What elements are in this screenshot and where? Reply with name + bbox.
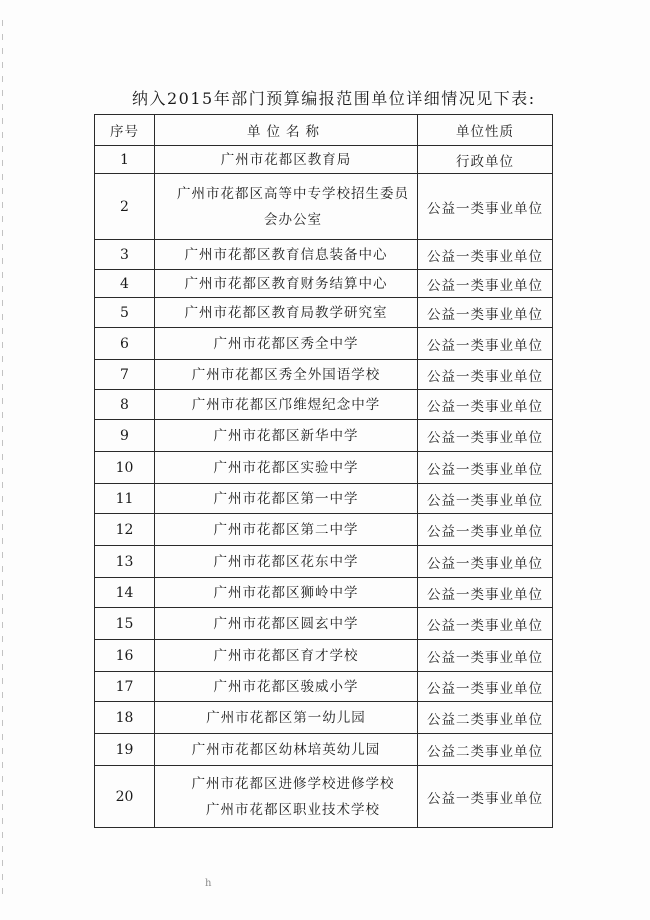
- cell-unit-name: [155, 734, 418, 766]
- unit-name-line: 广州市花都区教育局: [220, 151, 352, 168]
- unit-name-line: 广州市花都区秀全中学: [213, 335, 359, 352]
- cell-unit-name: [155, 390, 418, 420]
- table-row: [95, 270, 553, 298]
- unit-name-line: 广州市花都区圆玄中学: [213, 615, 359, 632]
- scan-ink-mark: h: [205, 878, 212, 889]
- table-body: [95, 146, 553, 828]
- cell-unit-name: [155, 672, 418, 702]
- cell-unit-type: 公益一类事业单位: [418, 514, 553, 546]
- unit-name-line: 会办公室: [264, 211, 322, 228]
- header-unit-name: 单位名称: [155, 115, 418, 146]
- cell-unit-type: 行政单位: [418, 146, 553, 174]
- unit-name-line: 广州市花都区教育信息装备中心: [184, 246, 388, 263]
- table-row: [95, 484, 553, 514]
- unit-name-line: 广州市花都区实验中学: [213, 459, 359, 476]
- header-unit-type: 单位性质: [418, 115, 553, 146]
- cell-serial-no: 2: [95, 174, 155, 240]
- table-row: [95, 578, 553, 608]
- cell-serial-no: 7: [95, 360, 155, 390]
- table-row: [95, 390, 553, 420]
- cell-unit-type: 公益一类事业单位: [418, 390, 553, 420]
- cell-unit-type: 公益一类事业单位: [418, 328, 553, 360]
- table-row: [95, 702, 553, 734]
- cell-serial-no: 3: [95, 240, 155, 270]
- table-row: [95, 240, 553, 270]
- cell-unit-type: 公益一类事业单位: [418, 420, 553, 452]
- cell-unit-name: [155, 146, 418, 174]
- cell-serial-no: 8: [95, 390, 155, 420]
- cell-unit-name: [155, 546, 418, 578]
- unit-name-line: 广州市花都区新华中学: [213, 427, 359, 444]
- cell-unit-name: [155, 608, 418, 640]
- scan-edge-artifact: [2, 20, 3, 900]
- cell-unit-type: 公益二类事业单位: [418, 734, 553, 766]
- cell-unit-name: [155, 514, 418, 546]
- cell-serial-no: 5: [95, 298, 155, 328]
- table-row: [95, 328, 553, 360]
- cell-serial-no: 16: [95, 640, 155, 672]
- unit-name-line: 广州市花都区第二中学: [213, 521, 359, 538]
- cell-unit-type: 公益一类事业单位: [418, 578, 553, 608]
- cell-unit-name: [155, 240, 418, 270]
- cell-unit-name: [155, 270, 418, 298]
- unit-name-line: 广州市花都区教育局教学研究室: [184, 304, 388, 321]
- table-row: [95, 608, 553, 640]
- unit-name-line: 广州市花都区幼林培英幼儿园: [191, 741, 381, 758]
- cell-unit-name: [155, 766, 418, 828]
- cell-unit-name: [155, 328, 418, 360]
- cell-unit-type: 公益一类事业单位: [418, 270, 553, 298]
- cell-serial-no: 11: [95, 484, 155, 514]
- unit-name-line: 广州市花都区花东中学: [213, 553, 359, 570]
- cell-serial-no: 18: [95, 702, 155, 734]
- unit-name-line: 广州市花都区职业技术学校: [206, 801, 380, 818]
- table-row: [95, 514, 553, 546]
- cell-serial-no: 19: [95, 734, 155, 766]
- table-row: [95, 298, 553, 328]
- table-row: [95, 174, 553, 240]
- cell-unit-type: 公益一类事业单位: [418, 240, 553, 270]
- table-row: [95, 766, 553, 828]
- cell-unit-name: [155, 360, 418, 390]
- cell-serial-no: 4: [95, 270, 155, 298]
- cell-unit-type: 公益一类事业单位: [418, 484, 553, 514]
- cell-unit-type: 公益一类事业单位: [418, 608, 553, 640]
- unit-name-line: 广州市花都区秀全外国语学校: [191, 366, 381, 383]
- cell-unit-type: 公益一类事业单位: [418, 452, 553, 484]
- unit-name-line: 广州市花都区育才学校: [213, 647, 359, 664]
- unit-name-line: 广州市花都区高等中专学校招生委员: [177, 185, 409, 202]
- cell-serial-no: 6: [95, 328, 155, 360]
- cell-unit-name: [155, 702, 418, 734]
- unit-name-line: 广州市花都区第一中学: [213, 490, 359, 507]
- cell-serial-no: 15: [95, 608, 155, 640]
- cell-serial-no: 9: [95, 420, 155, 452]
- cell-unit-type: 公益一类事业单位: [418, 298, 553, 328]
- cell-unit-name: [155, 452, 418, 484]
- budget-units-table: [94, 114, 553, 828]
- cell-serial-no: 14: [95, 578, 155, 608]
- cell-unit-type: 公益一类事业单位: [418, 640, 553, 672]
- cell-unit-type: 公益二类事业单位: [418, 702, 553, 734]
- cell-unit-name: [155, 484, 418, 514]
- unit-name-line: 广州市花都区进修学校进修学校: [191, 775, 395, 792]
- cell-unit-name: [155, 640, 418, 672]
- unit-name-line: 广州市花都区邝维煜纪念中学: [191, 396, 381, 413]
- cell-serial-no: 13: [95, 546, 155, 578]
- cell-unit-type: 公益一类事业单位: [418, 672, 553, 702]
- cell-unit-type: 公益一类事业单位: [418, 360, 553, 390]
- table-row: [95, 146, 553, 174]
- unit-name-line: 广州市花都区第一幼儿园: [206, 709, 366, 726]
- cell-unit-name: [155, 420, 418, 452]
- cell-serial-no: 10: [95, 452, 155, 484]
- unit-name-line: 广州市花都区狮岭中学: [213, 584, 359, 601]
- cell-unit-name: [155, 298, 418, 328]
- document-title: 纳入2015年部门预算编报范围单位详细情况见下表:: [132, 89, 536, 108]
- cell-serial-no: 1: [95, 146, 155, 174]
- table-row: [95, 734, 553, 766]
- cell-unit-name: [155, 174, 418, 240]
- cell-unit-type: 公益一类事业单位: [418, 766, 553, 828]
- table-row: [95, 420, 553, 452]
- cell-unit-name: [155, 578, 418, 608]
- table-row: [95, 360, 553, 390]
- cell-serial-no: 12: [95, 514, 155, 546]
- table-row: [95, 640, 553, 672]
- cell-unit-type: 公益一类事业单位: [418, 546, 553, 578]
- cell-serial-no: 20: [95, 766, 155, 828]
- header-serial-no: 序号: [95, 115, 155, 146]
- table-row: [95, 452, 553, 484]
- cell-unit-type: 公益一类事业单位: [418, 174, 553, 240]
- unit-name-line: 广州市花都区教育财务结算中心: [184, 275, 388, 292]
- cell-serial-no: 17: [95, 672, 155, 702]
- unit-name-line: 广州市花都区骏威小学: [213, 678, 359, 695]
- table-row: [95, 546, 553, 578]
- table-header-row: [95, 115, 553, 146]
- table-row: [95, 672, 553, 702]
